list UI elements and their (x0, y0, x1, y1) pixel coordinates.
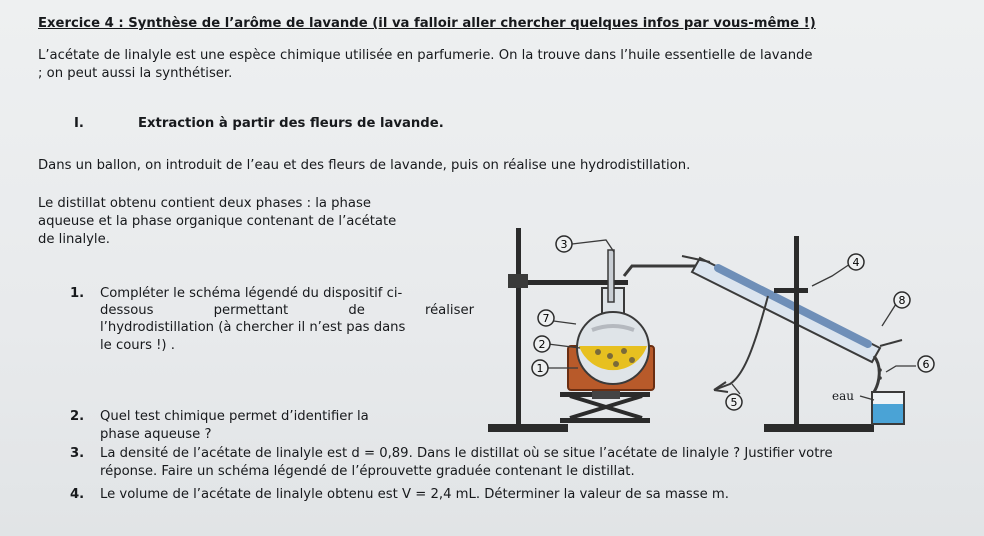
exercise-title: Exercice 4 : Synthèse de l’arôme de lavande (il va falloir aller chercher quelques infos par vous-même !) (38, 16, 816, 31)
water-pipe (714, 296, 768, 390)
label-5 (726, 394, 742, 410)
eau-label: eau (832, 389, 854, 403)
label-6-text: 6 (922, 358, 930, 371)
label-2-text: 2 (538, 338, 546, 351)
q3-line-2: réponse. Faire un schéma légendé de l’éprouvette graduée contenant le distillat. (100, 464, 635, 479)
q3-number: 3. (70, 446, 85, 461)
label-3 (556, 236, 572, 252)
drop (878, 368, 882, 372)
thermometer (608, 250, 614, 302)
label-3-text: 3 (560, 238, 568, 251)
q1-line-2 (100, 303, 474, 319)
distillat-line-1: Le distillat obtenu contient deux phases : la phase (38, 196, 371, 211)
label-2 (534, 336, 550, 352)
intro-line-1: L’acétate de linalyle est une espèce chimique utilisée en parfumerie. On la trouve dans l’huile essentielle de lavande (38, 48, 813, 63)
adapter-tube (874, 356, 879, 392)
label-7 (538, 310, 554, 326)
label-4-text: 4 (852, 256, 860, 269)
hydrodistillation-diagram (482, 196, 984, 436)
distillat-line-2: aqueuse et la phase organique contenant de l’acétate (38, 214, 397, 229)
q1-line-1: Compléter le schéma légendé du dispositif ci- (100, 286, 403, 301)
label-7-text: 7 (542, 312, 550, 325)
label-1 (532, 360, 548, 376)
q3-line-1: La densité de l’acétate de linalyle est d = 0,89. Dans le distillat où se situe l’acétate de linalyle ? Justifier votre (100, 446, 833, 461)
q2-line-2: phase aqueuse ? (100, 427, 212, 442)
q1-word: réaliser (424, 303, 474, 318)
label-8 (894, 292, 910, 308)
section-number: I. (74, 116, 84, 131)
drop (878, 376, 882, 380)
label-4 (848, 254, 864, 270)
q4-number: 4. (70, 487, 85, 502)
section-text: Dans un ballon, on introduit de l’eau et des fleurs de lavande, puis on réalise une hydrodistillation. (38, 158, 691, 173)
q1-number: 1. (70, 286, 85, 301)
q4-line-1: Le volume de l’acétate de linalyle obtenu est V = 2,4 mL. Déterminer la valeur de sa masse m. (100, 487, 729, 502)
intro-line-2: ; on peut aussi la synthétiser. (38, 66, 233, 81)
label-5-text: 5 (730, 396, 738, 409)
label-6 (918, 356, 934, 372)
condenser (682, 256, 902, 362)
q1-word: de (348, 303, 365, 318)
q1-line-4: le cours !) . (100, 338, 175, 353)
label-1-text: 1 (536, 362, 544, 375)
q2-number: 2. (70, 409, 85, 424)
section-heading: Extraction à partir des fleurs de lavande. (138, 116, 444, 131)
distillat-line-3: de linalyle. (38, 232, 110, 247)
q1-line-3: l’hydrodistillation (à chercher il n’est pas dans (100, 320, 406, 335)
lab-jack (560, 391, 650, 423)
q1-word: permettant (213, 303, 289, 318)
q2-line-1: Quel test chimique permet d’identifier la (100, 409, 369, 424)
collecting-beaker (872, 392, 904, 424)
label-8-text: 8 (898, 294, 906, 307)
q1-word: dessous (100, 303, 154, 318)
